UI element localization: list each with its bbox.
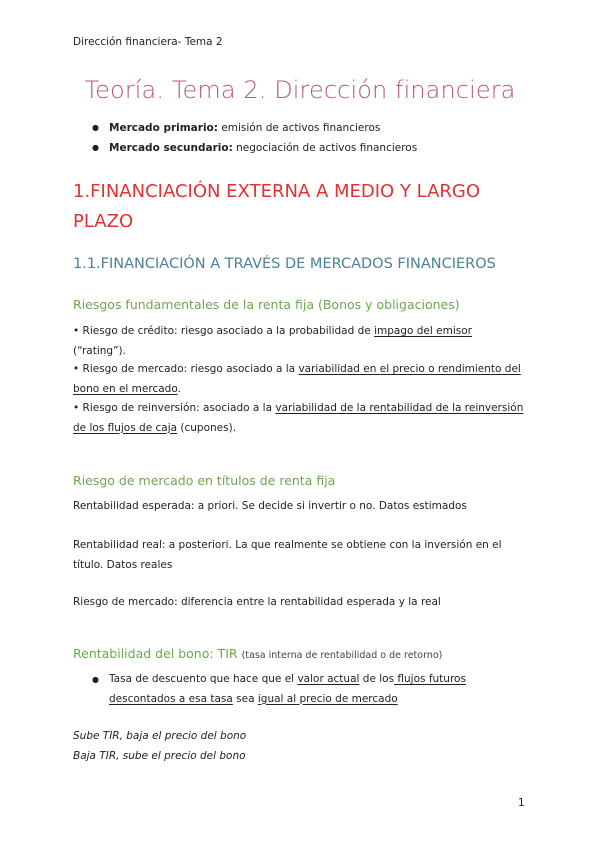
heading-tir <box>73 646 442 661</box>
list-item <box>92 118 417 138</box>
list-item <box>92 138 417 158</box>
text: (cupones). <box>177 421 237 434</box>
text: • Riesgo de mercado: riesgo asociado a la <box>73 363 299 375</box>
bullet-dot: ● <box>92 675 99 684</box>
bullet-text: emisión de activos financieros <box>217 122 381 134</box>
text: (“rating”). <box>73 344 126 357</box>
riesgo-reinversion-paragraph <box>73 399 533 438</box>
text: Tasa de descuento que hace que el <box>109 673 298 685</box>
intro-bullet-list <box>92 118 417 158</box>
heading-note: (tasa interna de rentabilidad o de retorno) <box>241 650 443 661</box>
text: • Riesgo de crédito: riesgo asociado a la probabilidad de <box>73 325 375 337</box>
underlined-text: impago del emisor <box>374 325 472 337</box>
tir-bullet <box>92 670 532 709</box>
rentabilidad-real-paragraph: Rentabilidad real: a posteriori. La que realmente se obtiene con la inversión en el título. Datos reales <box>73 539 502 571</box>
bullet-text <box>92 670 532 709</box>
riesgo-mercado-paragraph: Riesgo de mercado: diferencia entre la rentabilidad esperada y la real <box>73 596 441 608</box>
riesgo-mercado-paragraph <box>73 360 533 399</box>
heading-2: 1.1.FINANCIACIÓN A TRAVÉS DE MERCADOS FINANCIEROS <box>73 256 496 272</box>
bullet-term: Mercado primario: <box>109 122 218 134</box>
heading-text: Rentabilidad del bono: TIR <box>73 646 238 661</box>
underlined-text: variabilidad de la rentabilidad de la reinversión de los flujos de caja <box>73 402 524 434</box>
heading-1: 1.FINANCIACIÓN EXTERNA A MEDIO Y LARGO PLAZO <box>73 181 481 232</box>
tir-rule-1: Sube TIR, baja el precio del bono <box>73 730 247 742</box>
heading-riesgo-mercado: Riesgo de mercado en títulos de renta fija <box>73 473 336 488</box>
tir-rule-2: Baja TIR, sube el precio del bono <box>73 750 246 762</box>
bullet-text: negociación de activos financieros <box>232 142 418 154</box>
heading-riesgos: Riesgos fundamentales de la renta fija (Bonos y obligaciones) <box>73 297 460 312</box>
text: de los <box>359 673 395 685</box>
underlined-text: valor actual <box>297 673 360 685</box>
underlined-text: igual al precio de mercado <box>257 692 398 705</box>
underlined-text: variabilidad en el precio o rendimiento del bono en el mercado <box>73 363 521 395</box>
riesgo-credito-paragraph <box>73 322 533 361</box>
page-number: 1 <box>518 797 525 809</box>
text: sea <box>232 692 258 705</box>
text: . <box>177 382 181 395</box>
document-title: Teoría. Tema 2. Dirección financiera <box>84 76 516 104</box>
underlined-text: flujos futuros descontados a esa tasa <box>109 673 466 705</box>
rentabilidad-esperada-paragraph: Rentabilidad esperada: a priori. Se decide si invertir o no. Datos estimados <box>73 500 467 512</box>
text: • Riesgo de reinversión: asociado a la <box>73 402 276 414</box>
running-header: Dirección financiera- Tema 2 <box>73 36 223 48</box>
bullet-term: Mercado secundario: <box>109 142 233 154</box>
